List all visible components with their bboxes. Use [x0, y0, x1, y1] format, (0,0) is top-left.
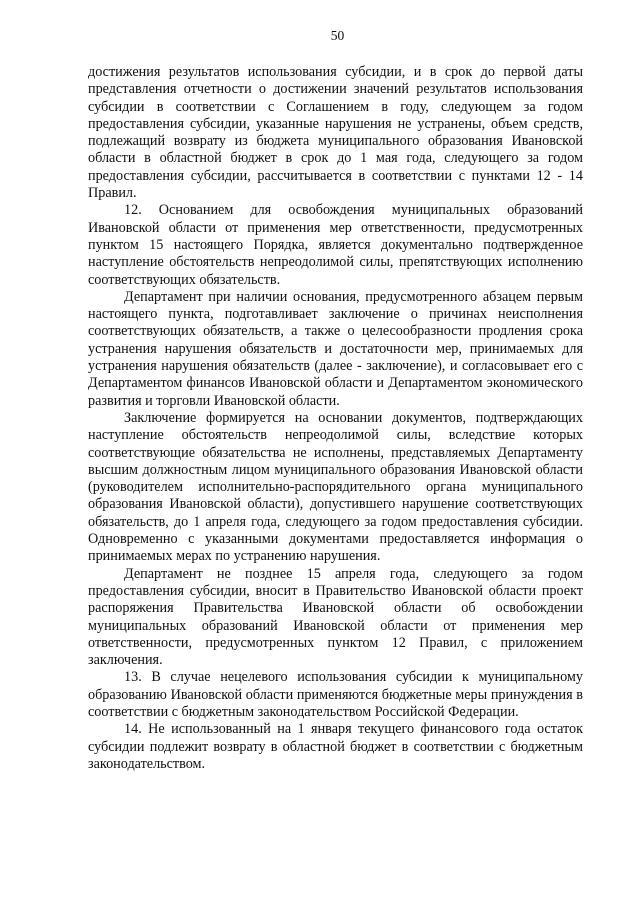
paragraph-item-14: 14. Не использованный на 1 января текущего финансового года остаток субсидии подлежит возврату в областной бюджет в соответствии с бюджетным законодательством. [88, 721, 583, 772]
document-body [88, 64, 583, 773]
paragraph-conclusion-formation: Заключение формируется на основании документов, подтверждающих наступление обстоятельств непреодолимой силы, вследствие которых соответствующие обязательства не исполнены, представляемых Департаменту высшим должностным лицом муниципального образования Ивановской области (руководителем исполнительно-распорядительного органа муниципального образования Ивановской области), допустившего нарушение соответствующих обязательств, до 1 апреля года, следующего за годом предоставления субсидии. Одновременно с указанными документами предоставляется информация о принимаемых мерах по устранению нарушения. [88, 409, 583, 565]
page-number: 50 [330, 28, 345, 43]
paragraph-continuation: достижения результатов использования субсидии, и в срок до первой даты представления отчетности о достижении значений результатов использования субсидии в соответствии с Соглашением в году, следующем за годом предоставления субсидии, указанные нарушения не устранены, объем средств, подлежащий возврату из бюджета муниципального образования Ивановской области в областной бюджет в срок до 1 мая года, следующего за годом предоставления субсидии, рассчитывается в соответствии с пунктами 12 - 14 Правил. [88, 64, 583, 202]
paragraph-department-deadline: Департамент не позднее 15 апреля года, следующего за годом предоставления субсидии, вносит в Правительство Ивановской области проект распоряжения Правительства Ивановской области об освобождении муниципальных образований Ивановской области от применения мер ответственности, предусмотренных пунктом 12 Правил, с приложением заключения. [88, 565, 583, 669]
paragraph-item-13: 13. В случае нецелевого использования субсидии к муниципальному образованию Ивановской области применяются бюджетные меры принуждения в соответствии с бюджетным законодательством Российской Федерации. [88, 669, 583, 720]
paragraph-department-conclusion: Департамент при наличии основания, предусмотренного абзацем первым настоящего пункта, подготавливает заключение о причинах неисполнения соответствующих обязательств, а также о целесообразности продления срока устранения нарушения обязательств и достаточности мер, принимаемых для устранения нарушения обязательств (далее - заключение), и согласовывает его с Департаментом финансов Ивановской области и Департаментом экономического развития и торговли Ивановской области. [88, 288, 583, 409]
paragraph-item-12: 12. Основанием для освобождения муниципальных образований Ивановской области от применения мер ответственности, предусмотренных пунктом 15 настоящего Порядка, является документально подтвержденное наступление обстоятельств непреодолимой силы, препятствующих исполнению соответствующих обязательств. [88, 202, 583, 288]
